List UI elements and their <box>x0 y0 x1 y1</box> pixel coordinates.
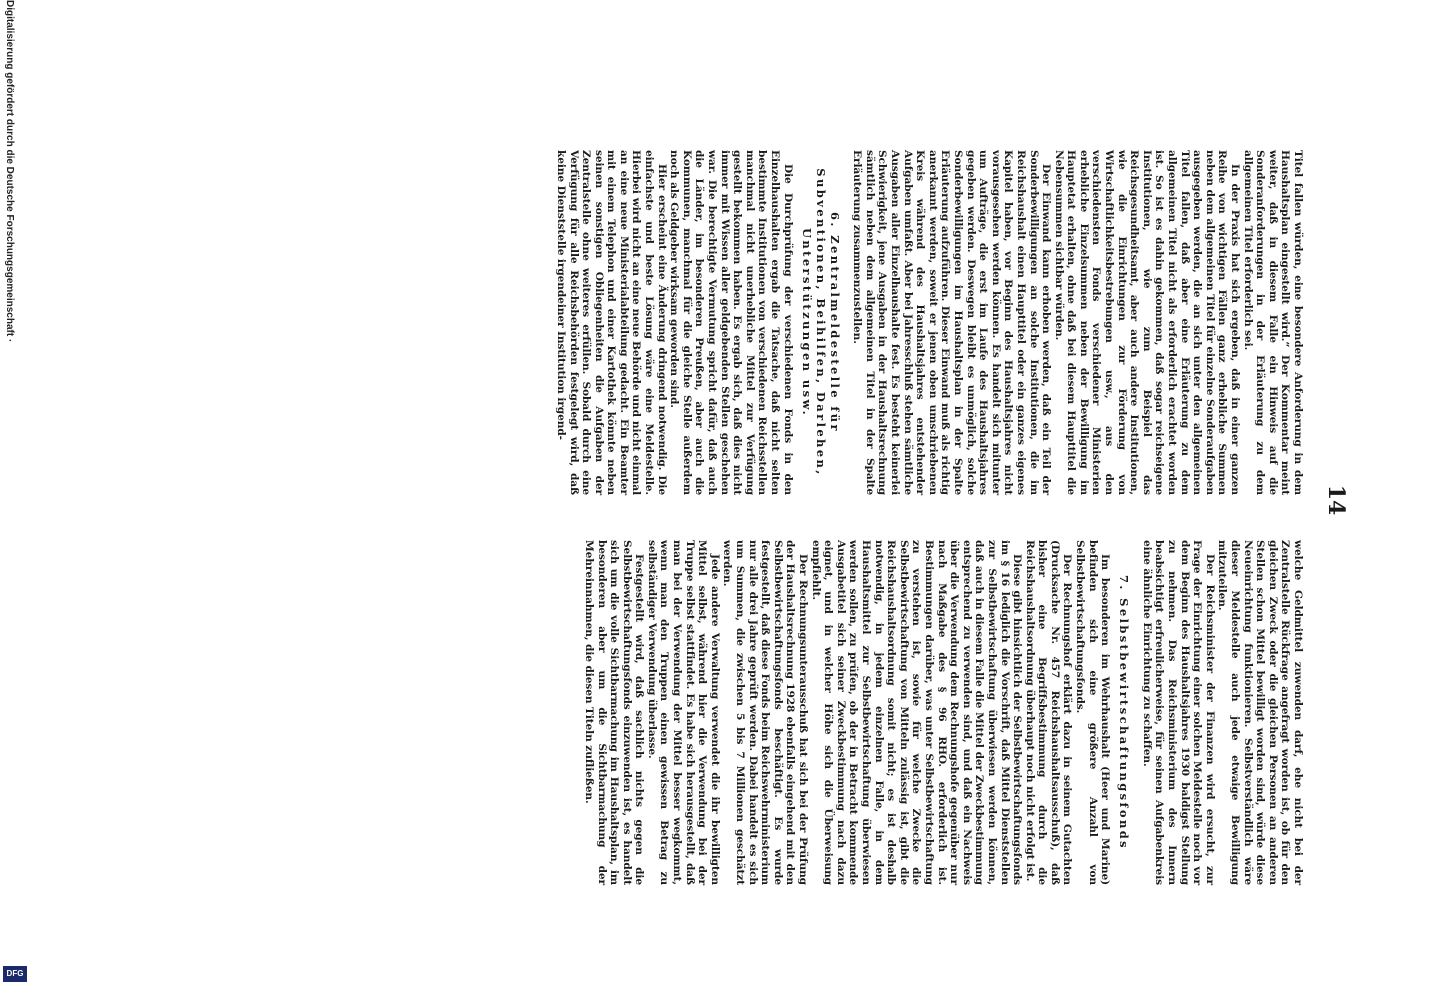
paragraph: Diese gibt hinsichtlich der Selbstbewirtschaftungsfonds im § 16 lediglich die Vorschrift, daß Mittel Dienststellen zur Selbstbewirtschaftung überwiesen werden können, daß auch in diesem Falle die Mittel der Zweckbestimmung entsprechend zu verwenden sind, und daß ein Nachweis über die Verwendung dem Rechnungshofe gegenüber nur nach Maßgabe des § 96 RHO. erforderlich ist. Bestimmungen darüber, was unter Selbstbewirtschaftung zu verstehen ist, sowie für welche Zwecke die Selbstbewirtschaftung von Mitteln zulässig ist, gibt die Reichshaushaltsordnung somit nicht; es ist deshalb notwendig, in jedem einzelnen Falle, in dem Haushaltsmittel zur Selbstbewirtschaftung überwiesen werden sollen, zu prüfen, ob der in Betracht kommende Ausgabetitel sich seiner Zweckbestimmung nach dazu eignet, und in welcher Höhe sich die Überweisung empfiehlt. <box>809 540 1024 885</box>
paragraph: Der Reichsminister der Finanzen wird ersucht, zur Frage der Einrichtung einer solchen Meldestelle noch vor dem Beginn des Haushaltsjahres 1930 baldigst Stellung zu nehmen. Das Reichsministerium des Innern beabsichtigt erfreulicherweise, für seinen Aufgabenkreis eine ähnliche Einrichtung zu schaffen. <box>1140 540 1216 885</box>
paragraph: Die Durchprüfung der verschiedenen Fonds in den Einzelhaushalten ergab die Tatsache, daß nicht selten bestimmte Institutionen von verschiedenen Reichsstellen manchmal nicht unerhebliche Mittel zur Verfügung gestellt bekommen haben. Es ergab sich, daß dies nicht immer mit Wissen aller geldgebenden Stellen geschehen war. Die berechtigte Vermutung spricht dafür, daß auch die Länder, im besonderen Preußen, aber auch die Kommunen, manchmal für die gleiche Stelle außerdem noch als Geldgeber wirksam geworden sind. <box>668 150 794 495</box>
section-heading: 7. Selbstbewirtschaftungsfonds <box>1117 574 1132 851</box>
paragraph: Jede andere Verwaltung verwendet die ihr bewilligten Mittel selbst, während hier die Verwendung bei der Truppe selbst stattfindet. Es habe sich herausgestellt, daß man bei der Verwendung der Mittel besser wegkommt, wenn man den Truppen einen gewissen Betrag zu selbständiger Verwendung überlasse. <box>645 540 721 885</box>
footer-text: Digitalisierung gefördert durch die Deutsche Forschungsgemeinschaft · <box>4 0 15 343</box>
section-heading: 6. Zentralmeldestelle für Subventionen, Beihilfen, Darlehen, Unterstützungen usw. <box>799 168 842 477</box>
paragraph: Der Rechnungsunterausschuß hat sich bei der Prüfung der Haushaltsrechnung 1928 ebenfalls eingehend mit den Selbstbewirtschaftungsfonds beschäftigt. Es wurde festgestellt, daß diese Fonds beim Reichswehrministerium nur alle drei Jahre geprüft werden. Dabei handelt es sich um Summen, die zwischen 5 bis 7 Millionen geschätzt werden. <box>721 540 810 885</box>
paragraph: Titel fallen würden, eine besondere Anforderung in dem Haushaltsplan eingestellt wird.“ Der Kommentar meint weiter, daß in diesem Falle ein Hinweis auf die Sonderanforderungen in der Erläuterung zu dem allgemeinen Titel erforderlich sei. <box>1241 150 1304 495</box>
paragraph: welche Geldmittel zuwenden darf, ehe nicht bei der Zentralstelle Rückfrage angefragt worden ist, ob für den gleichen Zweck oder die gleichen Personen an anderen Stellen schon Mittel bewilligt worden sind, würde diese Neueinrichtung funktionieren. Selbstverständlich wäre dieser Meldestelle auch jede etwaige Bewilligung mitzuteilen. <box>1216 540 1304 885</box>
page-number: 14 <box>1323 484 1349 516</box>
paragraph: Der Rechnungshof erklärt dazu in seinem Gutachten (Drucksache Nr. 457 Reichshaushaltsausschuß), daß bisher eine Begriffsbestimmung durch die Reichshaushaltsordnung überhaupt noch nicht erfolgt ist. <box>1023 540 1074 885</box>
paragraph: In der Praxis hat sich ergeben, daß in einer ganzen Reihe von wichtigen Fällen ganz erhebliche Summen neben dem allgemeinen Titel für einzelne Sonderaufgaben ausgegeben werden, die an sich unter den allgemeinen Titel fallen, daß aber eine Erläuterung zu dem allgemeinen Titel nicht als erforderlich erachtet worden ist. So ist es dahin gekommen, daß sogar reichseigene Institutionen, wie zum Beispiel das Reichsgesundheitsamt, aber auch andere Institutionen, wie die Einrichtungen zur Förderung von Wirtschaftlichkeitsbestrebungen usw., aus den verschiedensten Fonds verschiedener Ministerien erhebliche Einzelsummen neben der Bewilligung im Hauptetat erhalten, ohne daß bei diesem Haupttitel die Nebensummen sichtbar würden. <box>1052 150 1242 495</box>
digitization-footer <box>0 0 22 1000</box>
right-column <box>582 540 1304 885</box>
left-column <box>554 150 1304 495</box>
paragraph: Hier erscheint eine Änderung dringend notwendig. Die einfachste und beste Lösung wäre eine Meldestelle. Hierbei wird nicht an eine neue Behörde und nicht einmal an eine neue Ministerialabteilung gedacht. Ein Beamter mit einem Telephon und einer Kartothek könnte neben seinen sonstigen Obliegenheiten die Aufgaben der Zentralstelle ohne weiteres erfüllen. Sobald durch eine Verfügung für alle Reichsbehörden festgelegt wird, daß keine Dienststelle irgendeiner Institution irgend- <box>554 150 668 495</box>
paragraph: Der Einwand kann erhoben werden, daß ein Teil der Sonderbewilligungen an solche Institutionen, die im Reichshaushalt einen Haupttitel oder ein ganzes eigenes Kapitel haben, vor Beginn des Haushaltsjahres nicht vorausgesehen werden können. Es handelt sich mitunter um Aufträge, die erst im Laufe des Haushaltsjahres gegeben werden. Deswegen bleibt es unmöglich, solche Sonderbewilligungen im Haushaltsplan in der Spalte Erläuterung aufzuführen. Dieser Einwand muß als richtig anerkannt werden, soweit er jenen oben umschriebenen Kreis während des Haushaltsjahres entstehender Aufgaben umfaßt. Aber bei Jahresschluß stehen sämtliche Ausgaben aller Einzelhaushalte fest. Es besteht keinerlei Schwierigkeit, jene Ausgaben in der Haushaltsrechnung sämtlich neben dem allgemeinen Titel in der Spalte Erläuterung zusammenzustellen. <box>851 150 1053 495</box>
paragraph: Im besonderen im Wehrhaushalt (Heer und Marine) befinden sich eine größere Anzahl von Selbstbewirtschaftungsfonds. <box>1074 540 1112 885</box>
paragraph: Festgestellt wird, daß sachlich nichts gegen die Selbstbewirtschaftungsfonds einzuwenden ist, es handelt sich um die volle Sichtbarmachung im Haushaltsplan, im besonderen aber um die Sichtbarmachung der Mehreinnahmen, die diesen Titeln zufließen. <box>582 540 646 885</box>
dfg-logo-icon: DFG <box>3 966 27 982</box>
